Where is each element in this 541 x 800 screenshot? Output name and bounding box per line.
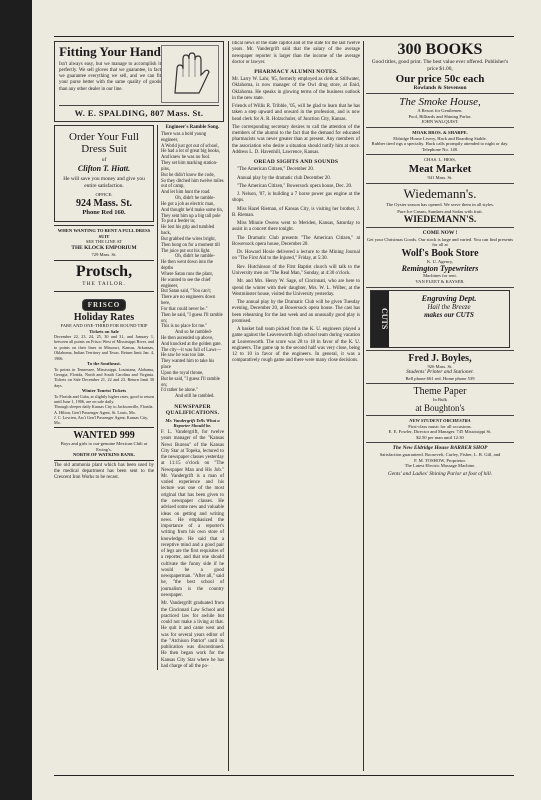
- engraving-ad: CUTS Engraving Dept. Hail the Breeze makes our CUTS: [370, 290, 510, 348]
- rhyme-line: So they ditched him twelve miles out of camp,: [161, 178, 224, 190]
- newspaper-title: NEWSPAPER QUALIFICATIONS.: [165, 404, 220, 417]
- wanted-heading: WANTED 999: [73, 430, 135, 442]
- rhyme-line: They wanted him to take his place: [161, 359, 215, 371]
- newspaper-paragraph-1: F. L. Vandergrift, for twelve years manager of the "Kansas News Bureau" of the Kansas City Star at Topeka, lectured to the newspaper classes yesterday at 11:15 o'clock on "The Newspaper Man and His Job." Mr. Vandergrift is a man of varied experience and his lecture was one of the most original that has been given to the newspaper classes. He advised some new and valuable ideas on getting and writing news. He emphasized the importance of a reporter's writing from his own store of knowledge. He said that a receptive mind and a good pair of legs are the first requisites of a reporter, and that one should cultivate the funny side if he would be a good newspaperman. "After all," said he, "the best school of journalism is the country newspaper.: [161, 430, 224, 598]
- oread-item: "The American Citizen," December 20.: [237, 167, 315, 173]
- wiedemann-ad: Wiedemann's. The Oyster season has opened. We serve them in all styles. Pure Ice Cream, Sundaes and Sodas with fruit. WIEDEMANN'S.: [385, 185, 495, 225]
- alumni-title: PHARMACY ALUMNI NOTES.: [254, 69, 338, 76]
- rhyme-line: But Satan said, "You can't;: [161, 289, 212, 295]
- oread-item: Miss Hazel Rieman, of Kansas City, is visiting her brother, J. B. Rieman.: [232, 206, 360, 218]
- glove-illustration: [161, 45, 219, 103]
- rhyme-title: Engineer's Ramble Song.: [165, 125, 220, 130]
- rhyme-line: There was a bold young engineer,: [161, 132, 207, 143]
- rhyme-line: And still he rambled.: [175, 394, 215, 400]
- rhyme-line: For that could never be.": [161, 306, 208, 312]
- protsch-name: Protsch,: [75, 263, 133, 281]
- ammonia-plant-note: The old ammonia plant which has been used by the medical department has been sent to the Crescent Iron Works to be recast.: [54, 460, 154, 482]
- rhyme-line: Oh, didn't he ramble-: [175, 254, 215, 260]
- spalding-ad: [54, 41, 224, 122]
- oread-title: OREAD SIGHTS AND SOUNDS: [253, 159, 339, 166]
- rhyme-line: Then hung on for a moment till: [161, 242, 220, 248]
- glove-icon: [165, 49, 215, 99]
- smoke-house-ad: The Smoke House, A Resort for Gentlemen. Pool, Billiards and Shining Parlor. JOHN WALQUIST.: [399, 96, 481, 125]
- oread-item: Rev. Hutchinson of the First Baptist church will talk to the University men on "The Real Man," Sunday, at 4:30 o'clock.: [232, 264, 360, 276]
- rhyme-line: The city—it was full of Laws—: [161, 347, 222, 353]
- oread-item: The Dramatic Club presents "The American Citizen," at Bowersock opera house, December 20.: [232, 235, 360, 247]
- protsch-ad: Protsch, THE TAILOR.: [54, 260, 154, 288]
- page-binding: [0, 0, 32, 800]
- rhyme-line: He lost his grip and tumbled back,: [161, 225, 215, 237]
- barber-ad: The New Eldridge House BARBER SHOP Satisfaction guaranteed. Roosevelt, Curley, Fisher, L. R. Gill, and F. M. TOSHOW, Proprietor. The Latest Electric Massage Machine. Gents' and Ladies' Shining Parlor at foot of hill.: [379, 445, 501, 477]
- rhyme-line: He had a lot of great big books,: [161, 149, 221, 155]
- wolf-ad: COME NOW ! Get your Christmas Goods. Our stock is large and varied. You can find presents for all at Wolf's Book Store K. U. Agency, Remington Typewriters Machines for rent. VAN FLEET & KAYSER.: [366, 229, 514, 284]
- rhyme-line: I'd rather be alone.": [161, 388, 198, 394]
- hiatt-heading: Order Your Full Dress Suit: [69, 131, 139, 156]
- newspaper-paragraph-3: litical news of the state capitol and of the state for the last twelve years. Mr. Vandergrift said that the salary of the average newspaper reporter is larger than the income of the average doctor or lawyer.: [232, 41, 360, 65]
- frisco-heading: Holiday Rates: [73, 311, 135, 323]
- rhyme-line: But he said, "I guess I'll ramble on;: [161, 376, 220, 388]
- column-right: [366, 41, 514, 771]
- newspaper-paragraph-2: Mr. Vandergrift graduated from the Cincinnati Law School and practiced law for awhile but could not make a living at that. He quit it and came west and was for several years editor of the "Atchison Patriot" until its publication was discontinued. He then began work for the Kansas City Star where he has had charge of all the po-: [161, 601, 224, 669]
- rhyme-line: And knew he was no fool.: [161, 155, 211, 161]
- rhyme-line: A World just got out of school,: [161, 143, 219, 149]
- spalding-heading: Fitting Your Hand: [59, 44, 161, 59]
- rhyme-line: He got a job as electric man,: [161, 201, 215, 207]
- rhyme-line: They sent him up a big tall pole: [161, 213, 221, 219]
- rhyme-line: And let him hunt the road.: [161, 190, 211, 196]
- page-frame: [54, 36, 514, 776]
- moak-ad: MOAK BROS. & SHARPE. Eldridge House Livery, Hack and Boarding Stable. Rubber tired rigs a specialty. Hack calls promptly attended to night or day. Telephone No. 148.: [371, 130, 509, 152]
- frisco-ad: FRISCO Holiday Rates FARE AND ONE-THIRD FOR ROUND TRIP Tickets on Sale December 22, 23, 24, 25, 30 and 31, and January 1, between all points on Frisco West of Mississippi River, and to points on their lines in Missouri, Kansas, Arkansas, Oklahoma, Indian Territory and Texas. Return limit Jan. 4, 1906. To the Southeast. To points in Tennessee, Mississippi, Louisiana, Alabama, Georgia, Florida, North and South Carolina and Virginia. Tickets on Sale December 21, 22 and 23. Return limit 30 days. Winter Tourist Tickets To Florida and Cuba, at slightly higher rates, good to return until June 1, 1906, are on sale daily. Through sleeper daily Kansas City to Jacksonville, Florida. A. Hilton, Gen'l Passenger Agent, St. Louis, Mo. J. C. Lovrien, Ass't Gen'l Passenger Agent, Kansas City, Mo.: [54, 291, 154, 425]
- spalding-footer: W. E. SPALDING, 807 Mass. St.: [74, 108, 204, 118]
- rhyme-line: There are no engineers down here,: [161, 295, 216, 307]
- rhyme-line: To put a feeder in;: [161, 219, 196, 225]
- rhyme-line: Then he said, "I guess I'll ramble on;: [161, 312, 223, 324]
- oread-items: [232, 167, 360, 364]
- klock-ad: WHEN WANTING TO RENT A FULL DRESS SUIT SEE THE LINE AT THE KLOCK EMPORIUM 729 Mass. St.: [54, 225, 154, 257]
- spalding-body: Isn't always easy, but we manage to accomplish it perfectly. We sell gloves that we guarantee, in fact we guarantee everything we sell, and we can fit your purse better with the same quality of goods than any other dealer in our line.: [59, 61, 161, 92]
- orchestra-ad: NEW STUDENT ORCHESTRA First-class music for all occasions. E. E. Fowler, Director and Manager. 745 Mississippi St. $2.50 per man until 12:30: [388, 418, 492, 440]
- oread-item: The annual play by the Dramatic Club will be given Tuesday evening, December 20, at Bowersock opera house. The cast has been rehearsing for the last week and an unusually good play is promised.: [232, 300, 360, 324]
- rhyme-line: But grabbed the wires bright,: [161, 236, 216, 242]
- rhyme-line: The juice put out his light.: [161, 248, 211, 254]
- hiatt-name: Clifton T. Hiatt.: [77, 163, 131, 173]
- rhyme-line: They set him marking station-pins,: [161, 161, 218, 172]
- rhyme-line: Where Satan runs the plant,: [161, 271, 213, 277]
- oread-item: Annual play by the dramatic club December 20.: [237, 175, 331, 181]
- rhyme-line: Upon the royal throne,: [161, 370, 204, 376]
- books-heading: 300 BOOKS: [397, 41, 483, 58]
- rhyme-line: This is no place for me.": [161, 324, 208, 330]
- rhyme-line: And so he rambled-: [175, 330, 213, 336]
- rhyme-line: And knocked at the golden gate.: [161, 341, 222, 347]
- hess-ad: CHAS. L. HESS, Meat Market 941 Mass. St.: [408, 157, 472, 180]
- hiatt-ad: Order Your Full Dress Suit of Clifton T. Hiatt. He will save you money and give you entire satisfaction. OFFICE: 924 Mass. St. Phone Red 160.: [54, 125, 154, 222]
- hiatt-address: 924 Mass. St.: [75, 198, 133, 210]
- oread-item: Mr. and Mrs. Henry W. Sage, of Cincinnati, who are here to spend the winter with their daughter, Mrs. W. L. Wilber, at the Westminster house, visited the University yesterday.: [232, 279, 360, 297]
- oread-item: Dr. Howard Hoxie delivered a lecture to the Mining Journal on "The First Aid to the Injured," Friday, at 5:30.: [232, 250, 360, 262]
- oread-item: A basket ball team picked from the K. U. engineers played a game against the Leavenworth high school team during vacation at Leavenworth. The score was 28 to 18 in favor of the K. U. engineers. The game up to the second half was very close, being 12 to 10 in favor of the engineers. In general, it was a comparatively rough game and there were many close decisions.: [232, 327, 360, 364]
- boyles-ad: Fred J. Boyles, 926 Mass. St. Students' Printer and Stationer. Bell phone 661 red. Home phone 539: [405, 352, 475, 381]
- rhyme-line: He then went down into the depths: [161, 260, 213, 272]
- oread-item: Miss Minnie Owens went to Meriden, Kansas, Saturday to assist in a concert there tonight.: [232, 221, 360, 233]
- wanted-ad: WANTED 999 Boys and girls to out-genuine Mexican Chili at Ewing's. NORTH OF WATKINS BANK.: [54, 427, 154, 458]
- theme-paper-ad: Theme Paper In Bulk at Boughton's: [413, 386, 467, 414]
- column-middle: litical news of the state capitol and of the state for the last twelve years. Mr. Vandergrift said that the salary of the average newspaper reporter is larger than the income of the average doctor or lawyer. PHARMACY ALUMNI NOTES. Mr. Larry W. Lahr, '05, formerly employed as clerk at Stillwater, Oklahoma, is now manager of the Owl drug store, at Enid, Oklahoma. He speaks in glowing terms of the business outlook in the new state. Friends of Willis R. Tribble, '05, will be glad to learn that he has taken a step upward and onward in the profession, and is now head clerk for A. R. Holzschuler, of Junction City, Kansas. The corresponding secretary desires to call the attention of the members of the alumni to the fact that the demand for educated pharmacists was never greater than at present. Any members of the association who desire a situation should notify him at once. Address L. D. Havenhill, Lawrence, Kansas. OREAD SIGHTS AND SOUNDS "The American Citizen," December 20. Annual play by the dramatic club December 20. "The American Citizen," Bowersock opera house, Dec. 20. J. Nelson, '07, is building a 7 horse power gas engine at the shops. Miss Hazel Rieman, of Kansas City, is visiting her brother, J. B. Rieman. Miss Minnie Owens went to Meriden, Kansas, Saturday to assist in a concert there tonight. The Dramatic Club presents "The American Citizen," at Bowersock opera house, December 20. Dr. Howard Hoxie delivered a lecture to the Mining Journal on "The First Aid to the Injured," Friday, at 5:30. Rev. Hutchinson of the First Baptist church will talk to the University men on "The Real Man," Sunday, at 4:30 o'clock. Mr. and Mrs. Henry W. Sage, of Cincinnati, who are here to spend the winter with their daughter, Mrs. W. L. Wilber, at the Westminster house, visited the University yesterday. The annual play by the Dramatic Club will be given Tuesday evening, December 20, at Bowersock opera house. The cast has been rehearsing for the last week and an unusually good play is promised. A basket ball team picked from the K. U. engineers played a game against the Leavenworth high school team during vacation at Leavenworth. The score was 28 to 18 in favor of the K. U. engineers. The game up to the second half was very close, being 12 to 10 in favor of the engineers. In general, it was a comparatively rough game and there were many close decisions.: [232, 41, 360, 364]
- rhyme-body: [161, 132, 224, 400]
- oread-item: J. Nelson, '07, is building a 7 horse power gas engine at the shops.: [232, 192, 360, 204]
- books-ad: 300 BOOKS Good titles, good print. The best value ever offered. Publisher's price $1.00, Our price 50c each Rowlands & Stevenson: [366, 41, 514, 91]
- rhyme-line: He wanted to see the chief engineer,: [161, 277, 211, 289]
- hiatt-phone: Phone Red 160.: [82, 209, 126, 217]
- rhyme-line: And thought he'd make some tin,: [161, 207, 224, 213]
- newspaper-page: [32, 0, 541, 800]
- rhyme-line: Oh, didn't he ramble-: [175, 196, 215, 202]
- rhyme-line: He saw he was too late.: [161, 353, 206, 359]
- frisco-logo: FRISCO: [82, 299, 126, 311]
- rhyme-line: He then ascended up above,: [161, 335, 214, 341]
- rhyme-line: But he didn't know the code,: [161, 172, 215, 178]
- column-left: Fitting Your Hand Isn't always easy, but we manage to accomplish it perfectly. We sell gloves that we guarantee, in fact we guarantee everything we sell, and we can fit your purse better with the same quality of goods than any other dealer in our line. W. E. SPALDING, 807 Mass. St. Order Your Full Dress Suit of Clifton T. Hiatt. He will save you money and give you entire satisfaction. OFFICE: 924 Mass. St. Phone Red 160. WHEN WANTING TO RENT A FULL DRESS SUIT SEE THE LINE AT THE KLOCK EMPORIUM 729 Mass. St. Protsch, THE TAILOR. FRISCO Holiday Rates FARE AND ONE-THIRD FOR ROUND TRIP Tickets on Sale December 22, 23, 24, 25, 30 and 31, and January 1, between all points on Frisco West of Mississippi River, and to points on their lines in Missouri, Kansas, Arkansas, Oklahoma, Indian Territory and Texas. Return limit Jan. 4, 1906. To the Southeast. To points in Tennessee, Mississippi, Louisiana, Alabama, Georgia, Florida, North and South Carolina and Virginia. Tickets on Sale December 21, 22 and 23. Return limit 30 days. Winter Tourist Tickets To Florida and Cuba, at slightly higher rates, good to return until June 1, 1906, are on sale daily. Through sleeper daily Kansas City to Jacksonville, Florida. A. Hilton, Gen'l Passenger Agent, St. Louis, Mo. J. C. Lovrien, Ass't Gen'l Passenger Agent, Kansas City, Mo. WANTED 999 Boys and girls to out-genuine Mexican Chili at Ewing's. NORTH OF WATKINS BANK. The old ammonia plant which has been used by the medical department has been sent to the Crescent Iron Works to be recast. Engineer's Ramble Song. There was a bold young engineer, A World just got out of school, He had a lot of great big books, And knew he was no fool. They set him marking station-pins, But he didn't know the code, So they ditched him twelve miles out of camp, And let him hunt the road. Oh, didn't he ramble- He got a job as electric man, And thought he'd make some tin, They sent him up a big tall pole To put a feeder in; He lost his grip and tumbled back, But grabbed the wires bright, Then hung on for a moment till The juice put out his light. Oh, didn't he ramble- He then went down into the depths Where Satan runs the plant, He wanted to see the chief engineer, But Satan said, "You can't; There are no engineers down here, For that could never be." Then he said, "I guess I'll ramble on; This is no place for me." And so he rambled- He then ascended up above, And knocked at the golden gate. The city—it was full of Laws— He saw he was too late. They wanted him to take his place Upon the royal throne, But he said, "I guess I'll ramble on; I'd rather be alone." And still he rambled. NEWSPAPER QUALIFICATIONS. Mr. Vandergrift Tells What a Reporter Should be. F. L. Vandergrift, for twelve years manager of the "Kansas News Bureau" of the Kansas City Star at Topeka, lectured to the newspaper classes yesterday at 11:15 o'clock on "The Newspaper Man and His Job." Mr. Vandergrift is a man of varied experience and his lecture was one of the most original that has been given to the newspaper classes. He advised some new and valuable ideas on getting and writing news. He emphasized the importance of a reporter's writing from his own store of knowledge. He said that a receptive mind and a good pair of legs are the first requisites of a reporter, and that one should cultivate the funny side if he would be a good newspaperman. "After all," said he, "the best school of journalism is the country newspaper. Mr. Vandergrift graduated from the Cincinnati Law School and practiced law for awhile but could not make a living at that. He quit it and came west and was for several years editor of the "Atchison Patriot" until its publication was discontinued. He then began work for the Kansas City Star where he has had charge of all the po-: [54, 41, 224, 771]
- oread-item: "The American Citizen," Bowersock opera house, Dec. 20.: [237, 183, 353, 189]
